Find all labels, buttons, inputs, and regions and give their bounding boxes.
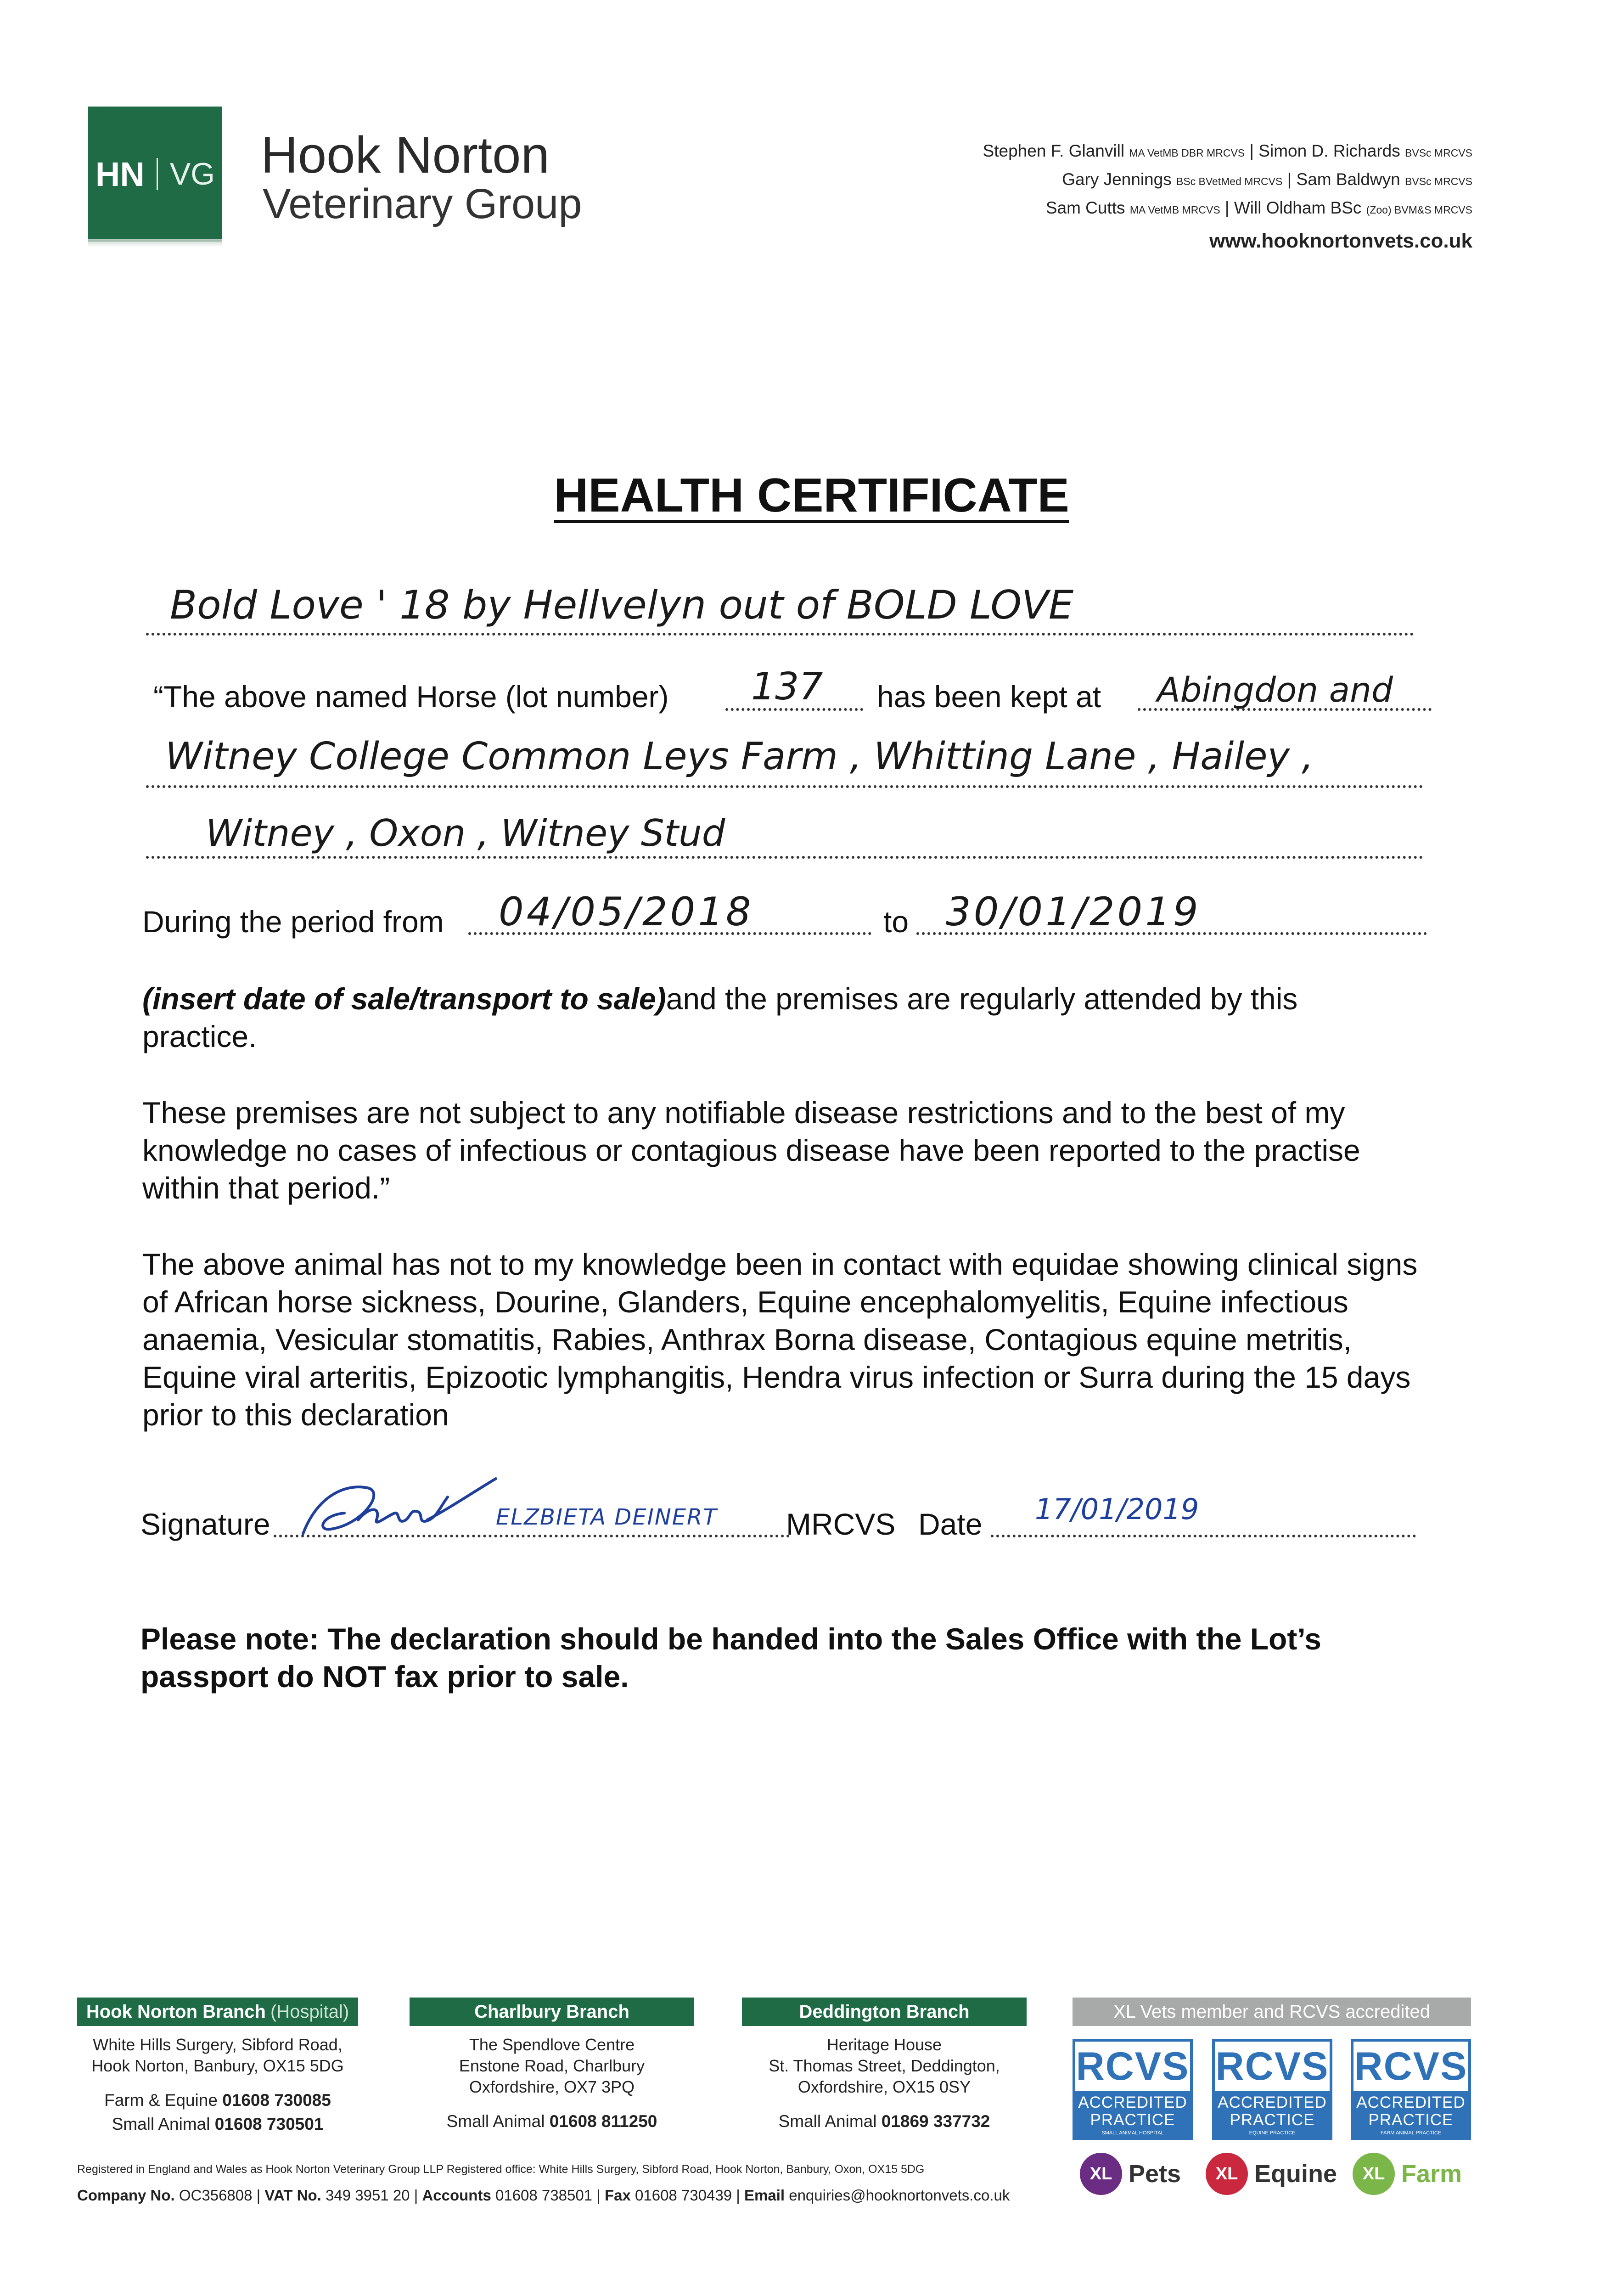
period-from-label: During the period from bbox=[142, 905, 444, 939]
branch-hook-norton bbox=[77, 1998, 358, 2136]
brand-name-line2: Veterinary Group bbox=[263, 180, 582, 227]
brand-name-line1: Hook Norton bbox=[261, 126, 550, 184]
branch-address: White Hills Surgery, Sibford Road, Hook Norton, Banbury, OX15 5DG bbox=[91, 2035, 344, 2075]
period-to-label: to bbox=[883, 905, 909, 939]
xl-equine: XL Equine bbox=[1206, 2153, 1337, 2195]
website-link[interactable]: www.hooknortonvets.co.uk bbox=[1209, 230, 1472, 252]
rcvs-badge-farm: RCVS ACCREDITED PRACTICE FARM ANIMAL PRACTICE bbox=[1351, 2039, 1471, 2140]
paragraph-premises: These premises are not subject to any notifiable disease restrictions and to the best of my knowledge no cases of infectious or contagious disease have been reported to the practise within that period.” bbox=[142, 1096, 1360, 1205]
date-from-handwritten: 04/05/2018 bbox=[499, 889, 754, 935]
rcvs-badge-small-animal: RCVS ACCREDITED PRACTICE SMALL ANIMAL HOSPITAL bbox=[1073, 2039, 1193, 2140]
rcvs-badge-equine: RCVS ACCREDITED PRACTICE EQUINE PRACTICE bbox=[1212, 2039, 1332, 2140]
branch-header: Charlbury Branch bbox=[410, 1998, 694, 2026]
email-link[interactable]: enquiries@hooknortonvets.co.uk bbox=[789, 2187, 1010, 2204]
branch-phones: Small Animal 01608 811250 bbox=[446, 2112, 657, 2131]
address-handwritten-1: Abingdon and bbox=[1157, 670, 1393, 710]
kept-at-label: has been kept at bbox=[877, 680, 1101, 714]
staff-row: Gary Jennings BSc BVetMed MRCVS | Sam Baldwyn BVSc MRCVS bbox=[1062, 170, 1472, 189]
mrcvs-label: MRCVS bbox=[786, 1507, 896, 1541]
branch-charlbury bbox=[410, 1998, 694, 2133]
instruction-italic: (insert date of sale/transport to sale) bbox=[142, 982, 666, 1016]
logo-mark bbox=[88, 107, 222, 242]
signature-scribble bbox=[289, 1469, 505, 1548]
branch-header: Hook Norton Branch (Hospital) bbox=[77, 1998, 358, 2026]
address-handwritten-2: Witney College Common Leys Farm , Whitting Lane , Hailey , bbox=[165, 735, 1314, 778]
date-label: Date bbox=[918, 1507, 983, 1541]
staff-row: Stephen F. Glanvill MA VetMB DBR MRCVS | Simon D. Richards BVSc MRCVS bbox=[983, 141, 1472, 160]
registration-text: Registered in England and Wales as Hook Norton Veterinary Group LLP Registered office: White Hills Surgery, Sibford Road, Hook Norton, Banbury, Oxon, OX15 5DG bbox=[77, 2163, 925, 2176]
logo-divider bbox=[157, 158, 158, 190]
branch-address: The Spendlove Centre Enstone Road, Charlbury Oxfordshire, OX7 3PQ bbox=[459, 2035, 645, 2096]
dotted-line bbox=[991, 1535, 1416, 1537]
address-handwritten-3: Witney , Oxon , Witney Stud bbox=[206, 812, 725, 855]
paragraph-sale-date: (insert date of sale/transport to sale)and the premises are regularly attended by this practice. bbox=[142, 982, 1298, 1053]
signature-label: Signature bbox=[140, 1507, 270, 1541]
branch-phones: Small Animal 01869 337732 bbox=[778, 2112, 990, 2131]
document-title: HEALTH CERTIFICATE bbox=[554, 469, 1069, 522]
please-note: Please note: The declaration should be handed into the Sales Office with the Lot’s passport do NOT fax prior to sale. bbox=[140, 1622, 1321, 1694]
logo-shadow bbox=[88, 239, 222, 247]
xl-farm-icon: XL bbox=[1353, 2153, 1395, 2195]
rcvs-logo: RCVS bbox=[1215, 2042, 1330, 2091]
branch-header: Deddington Branch bbox=[742, 1998, 1027, 2026]
xl-pets-icon: XL bbox=[1080, 2153, 1122, 2195]
accreditation-header: XL Vets member and RCVS accredited bbox=[1073, 1998, 1471, 2026]
rcvs-logo: RCVS bbox=[1353, 2042, 1468, 2091]
logo-initials-vg: VG bbox=[169, 157, 215, 191]
horse-name-handwritten: Bold Love ' 18 by Hellvelyn out of BOLD LOVE bbox=[170, 582, 1074, 628]
lot-number-handwritten: 137 bbox=[751, 665, 823, 709]
logo-initials-hn: HN bbox=[95, 155, 145, 193]
xl-pets: XL Pets bbox=[1080, 2153, 1181, 2195]
xl-farm: XL Farm bbox=[1353, 2153, 1462, 2195]
xl-equine-icon: XL bbox=[1206, 2153, 1248, 2195]
branch-phones: Farm & Equine 01608 730085 Small Animal 01608 730501 bbox=[104, 2091, 331, 2133]
date-to-handwritten: 30/01/2019 bbox=[946, 889, 1201, 935]
staff-row: Sam Cutts MA VetMB MRCVS | Will Oldham BSc (Zoo) BVM&S MRCVS bbox=[1045, 198, 1472, 217]
staff-list bbox=[983, 138, 1472, 223]
dotted-line bbox=[146, 856, 1423, 859]
signature-date-handwritten: 17/01/2019 bbox=[1035, 1492, 1199, 1526]
dotted-line bbox=[146, 633, 1414, 636]
dotted-line bbox=[146, 785, 1423, 788]
branch-deddington bbox=[742, 1998, 1027, 2133]
branch-address: Heritage House St. Thomas Street, Deddington, Oxfordshire, OX15 0SY bbox=[769, 2035, 1000, 2096]
paragraph-disease-contact: The above animal has not to my knowledge been in contact with equidae showing clinical signs of African horse sickness, Dourine, Glanders, Equine encephalomyelitis, Equine infectious anaemia, Vesicular stomatitis, Rabies, Anthrax Borna disease, Contagious equine metritis, Equine viral arteritis, Epizootic lymphangitis, Hendra virus infection or Surra during the 15 days prior to this declaration bbox=[142, 1247, 1418, 1432]
rcvs-logo: RCVS bbox=[1075, 2042, 1190, 2091]
signer-name-handwritten: ELZBIETA DEINERT bbox=[496, 1504, 718, 1530]
lot-label: “The above named Horse (lot number) bbox=[153, 680, 669, 714]
company-details: Company No. OC356808 | VAT No. 349 3951 20 | Accounts 01608 738501 | Fax 01608 730439 | Email enquiries@hooknortonvets.co.uk bbox=[77, 2187, 1010, 2204]
